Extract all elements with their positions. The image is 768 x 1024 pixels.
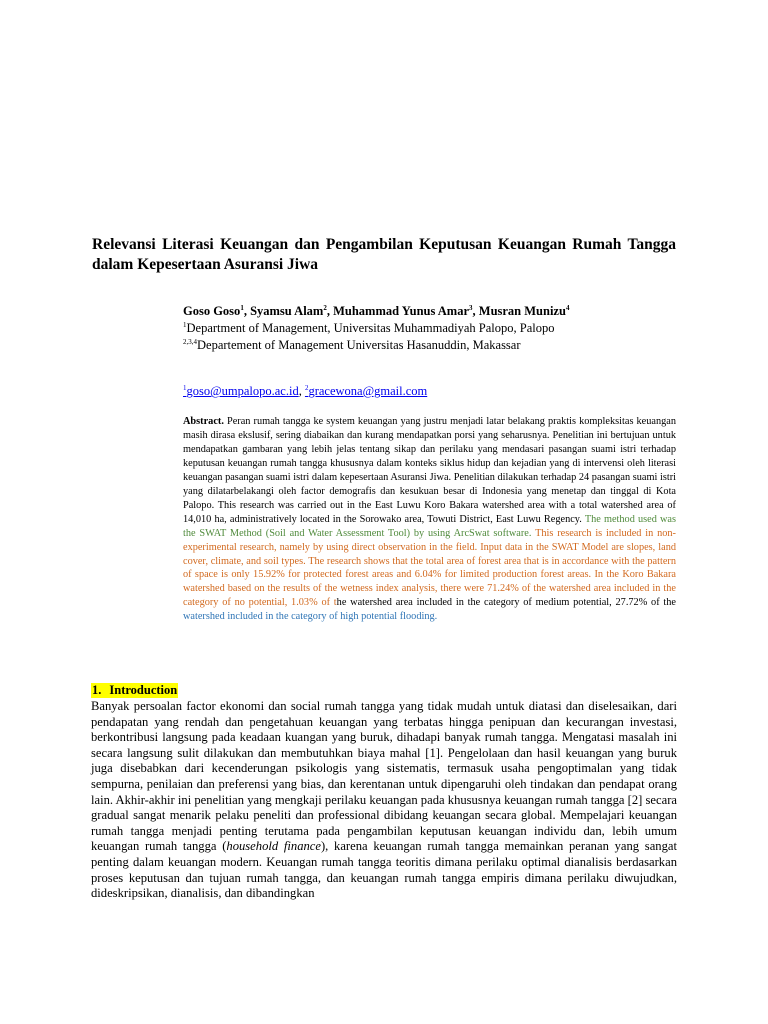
author-superscript: 3: [469, 303, 473, 312]
author-superscript: 4: [565, 303, 570, 312]
email-line: [183, 383, 427, 400]
author-superscript: 1: [240, 303, 244, 312]
author-list: [183, 303, 683, 320]
affiliation-superscript: 1: [183, 320, 187, 329]
abstract-label: Abstract.: [183, 416, 224, 427]
affiliation-text: Departement of Management Universitas Hasanuddin, Makassar: [197, 338, 521, 352]
intro-text-1: Banyak persoalan factor ekonomi dan social rumah tangga yang tidak mudah untuk diatasi dan diselesaikan, dari pendapatan yang rendah dan pengetahuan keuangan yang terbatas hingga penipuan dan kecurangan investasi, berkontribusi langsung pada keadaan kuangan yang buruk, dihadapi banyak rumah tangga. Mengatasi masalah ini secara langsung sulit dilakukan dan membutuhkan biaya mahal [1]. Pengelolaan dan hasil keuangan yang buruk juga disebabkan dari kecenderungan psikologis yang sistematis, termasuk usaha pengoptimalan yang tidak sempurna, penilaian dan preferensi yang bias, dan kerentanan untuk dipengaruhi oleh tindakan dan pendapat orang lain. Akhir-akhir ini penelitian yang mengkaji perilaku keuangan pada khususnya keuangan rumah tangga [2] secara gradual sangat menarik pelaku peneliti dan professional dibidang keuangan secara global. Mempelajari keuangan rumah tangga menjadi penting terutama pada pengambilan keputusan keuangan individu dan, lebih umum keuangan rumah tangga (: [91, 699, 677, 854]
abstract-text-indonesian: Peran rumah tangga ke system keuangan yang justru menjadi latar belakang praktis kompleksitas keuangan masih dirasa ekslusif, sering diabaikan dan kurang mendapatkan porsi yang seharusnya. Penelitian ini bertujuan untuk mendapatkan gambaran yang lebih jelas tentang sikap dan perilaku yang mendasari pasangan suami istri terhadap keputusan keuangan rumah tangga khususnya dalam konteks siklus hidup dan kejadian yang di intervensi oleh literasi keuangan pasangan suami istri dalam kepesertaan Asuransi Jiwa. Penelitian dilakukan terhadap 24 pasangan suami istri yang dilatarbelakangi oleh factor demografis dan kesukuan besar di Indonesia yang menetap dan tinggal di Kota Palopo. This research was carried out in the East Luwu Koro Bakara watershed area with a total watershed area of 14,010 ha, administratively located in the Sorowako area, Towuti District, East Luwu Regency.: [183, 416, 676, 525]
author-separator: ,: [243, 304, 251, 318]
email-link-1[interactable]: [183, 384, 299, 398]
affiliation-text: Department of Management, Universitas Muhammadiyah Palopo, Palopo: [186, 321, 555, 335]
section-number: 1.: [92, 683, 102, 697]
author-name: Goso Goso: [183, 304, 241, 318]
author-name: Musran Munizu: [478, 304, 566, 318]
section-title: Introduction: [109, 683, 178, 697]
affiliation-superscript: 2,3,4: [183, 337, 197, 346]
affiliation-2: [183, 337, 683, 354]
abstract-text-green: The method used was the SWAT Method (Soil and Water Assessment Tool) by using ArcSwat software.: [183, 513, 676, 539]
email-superscript: 2: [304, 383, 309, 392]
author-block: [183, 303, 683, 354]
introduction-paragraph: [91, 699, 677, 902]
abstract: [183, 415, 676, 624]
intro-italic-term: household finance: [226, 839, 321, 854]
author-name: Muhammad Yunus Amar: [333, 304, 470, 318]
paper-title: Relevansi Literasi Keuangan dan Pengambilan Keputusan Keuangan Rumah Tangga dalam Kepesertaan Asuransi Jiwa: [92, 236, 676, 273]
abstract-text-blue: watershed included in the category of high potential flooding.: [183, 611, 438, 623]
intro-text-2: ), karena keuangan rumah tangga memainkan peranan yang sangat penting dalam keuangan modern. Keuangan rumah tangga teoritis dimana perilaku optimal dianalisis berdasarkan proses keputusan dan tujuan rumah tangga, dan keuangan rumah tangga empiris dimana perilaku diwujudkan, dideskripsikan, dianalisis, dan dibandingkan: [91, 839, 677, 901]
email-text: goso@umpalopo.ac.id: [186, 384, 299, 398]
abstract-text-black: he watershed area included in the category of medium potential, 27.72% of the: [336, 597, 677, 609]
abstract-text-orange: This research is included in non-experimental research, namely by using direct observation in the field. Input data in the SWAT Model are slopes, land cover, climate, and soil types. The research shows that the total area of forest area that is in accordance with the pattern of space is only 15.92% for protected forest areas and 6.04% for limited production forest areas. In the Koro Bakara watershed based on the results of the wetness index analysis, there were 71.24% of the watershed area included in the category of no potential, 1.03% of t: [183, 527, 676, 609]
affiliation-1: [183, 320, 683, 337]
email-separator: ,: [298, 384, 305, 398]
author-separator: ,: [326, 304, 334, 318]
section-heading-introduction: [91, 683, 178, 698]
email-text: gracewona@gmail.com: [308, 384, 428, 398]
author-name: Syamsu Alam: [250, 304, 324, 318]
email-superscript: 1: [183, 383, 187, 392]
author-superscript: 2: [323, 303, 327, 312]
email-link-2[interactable]: [305, 384, 427, 398]
author-separator: ,: [472, 304, 479, 318]
